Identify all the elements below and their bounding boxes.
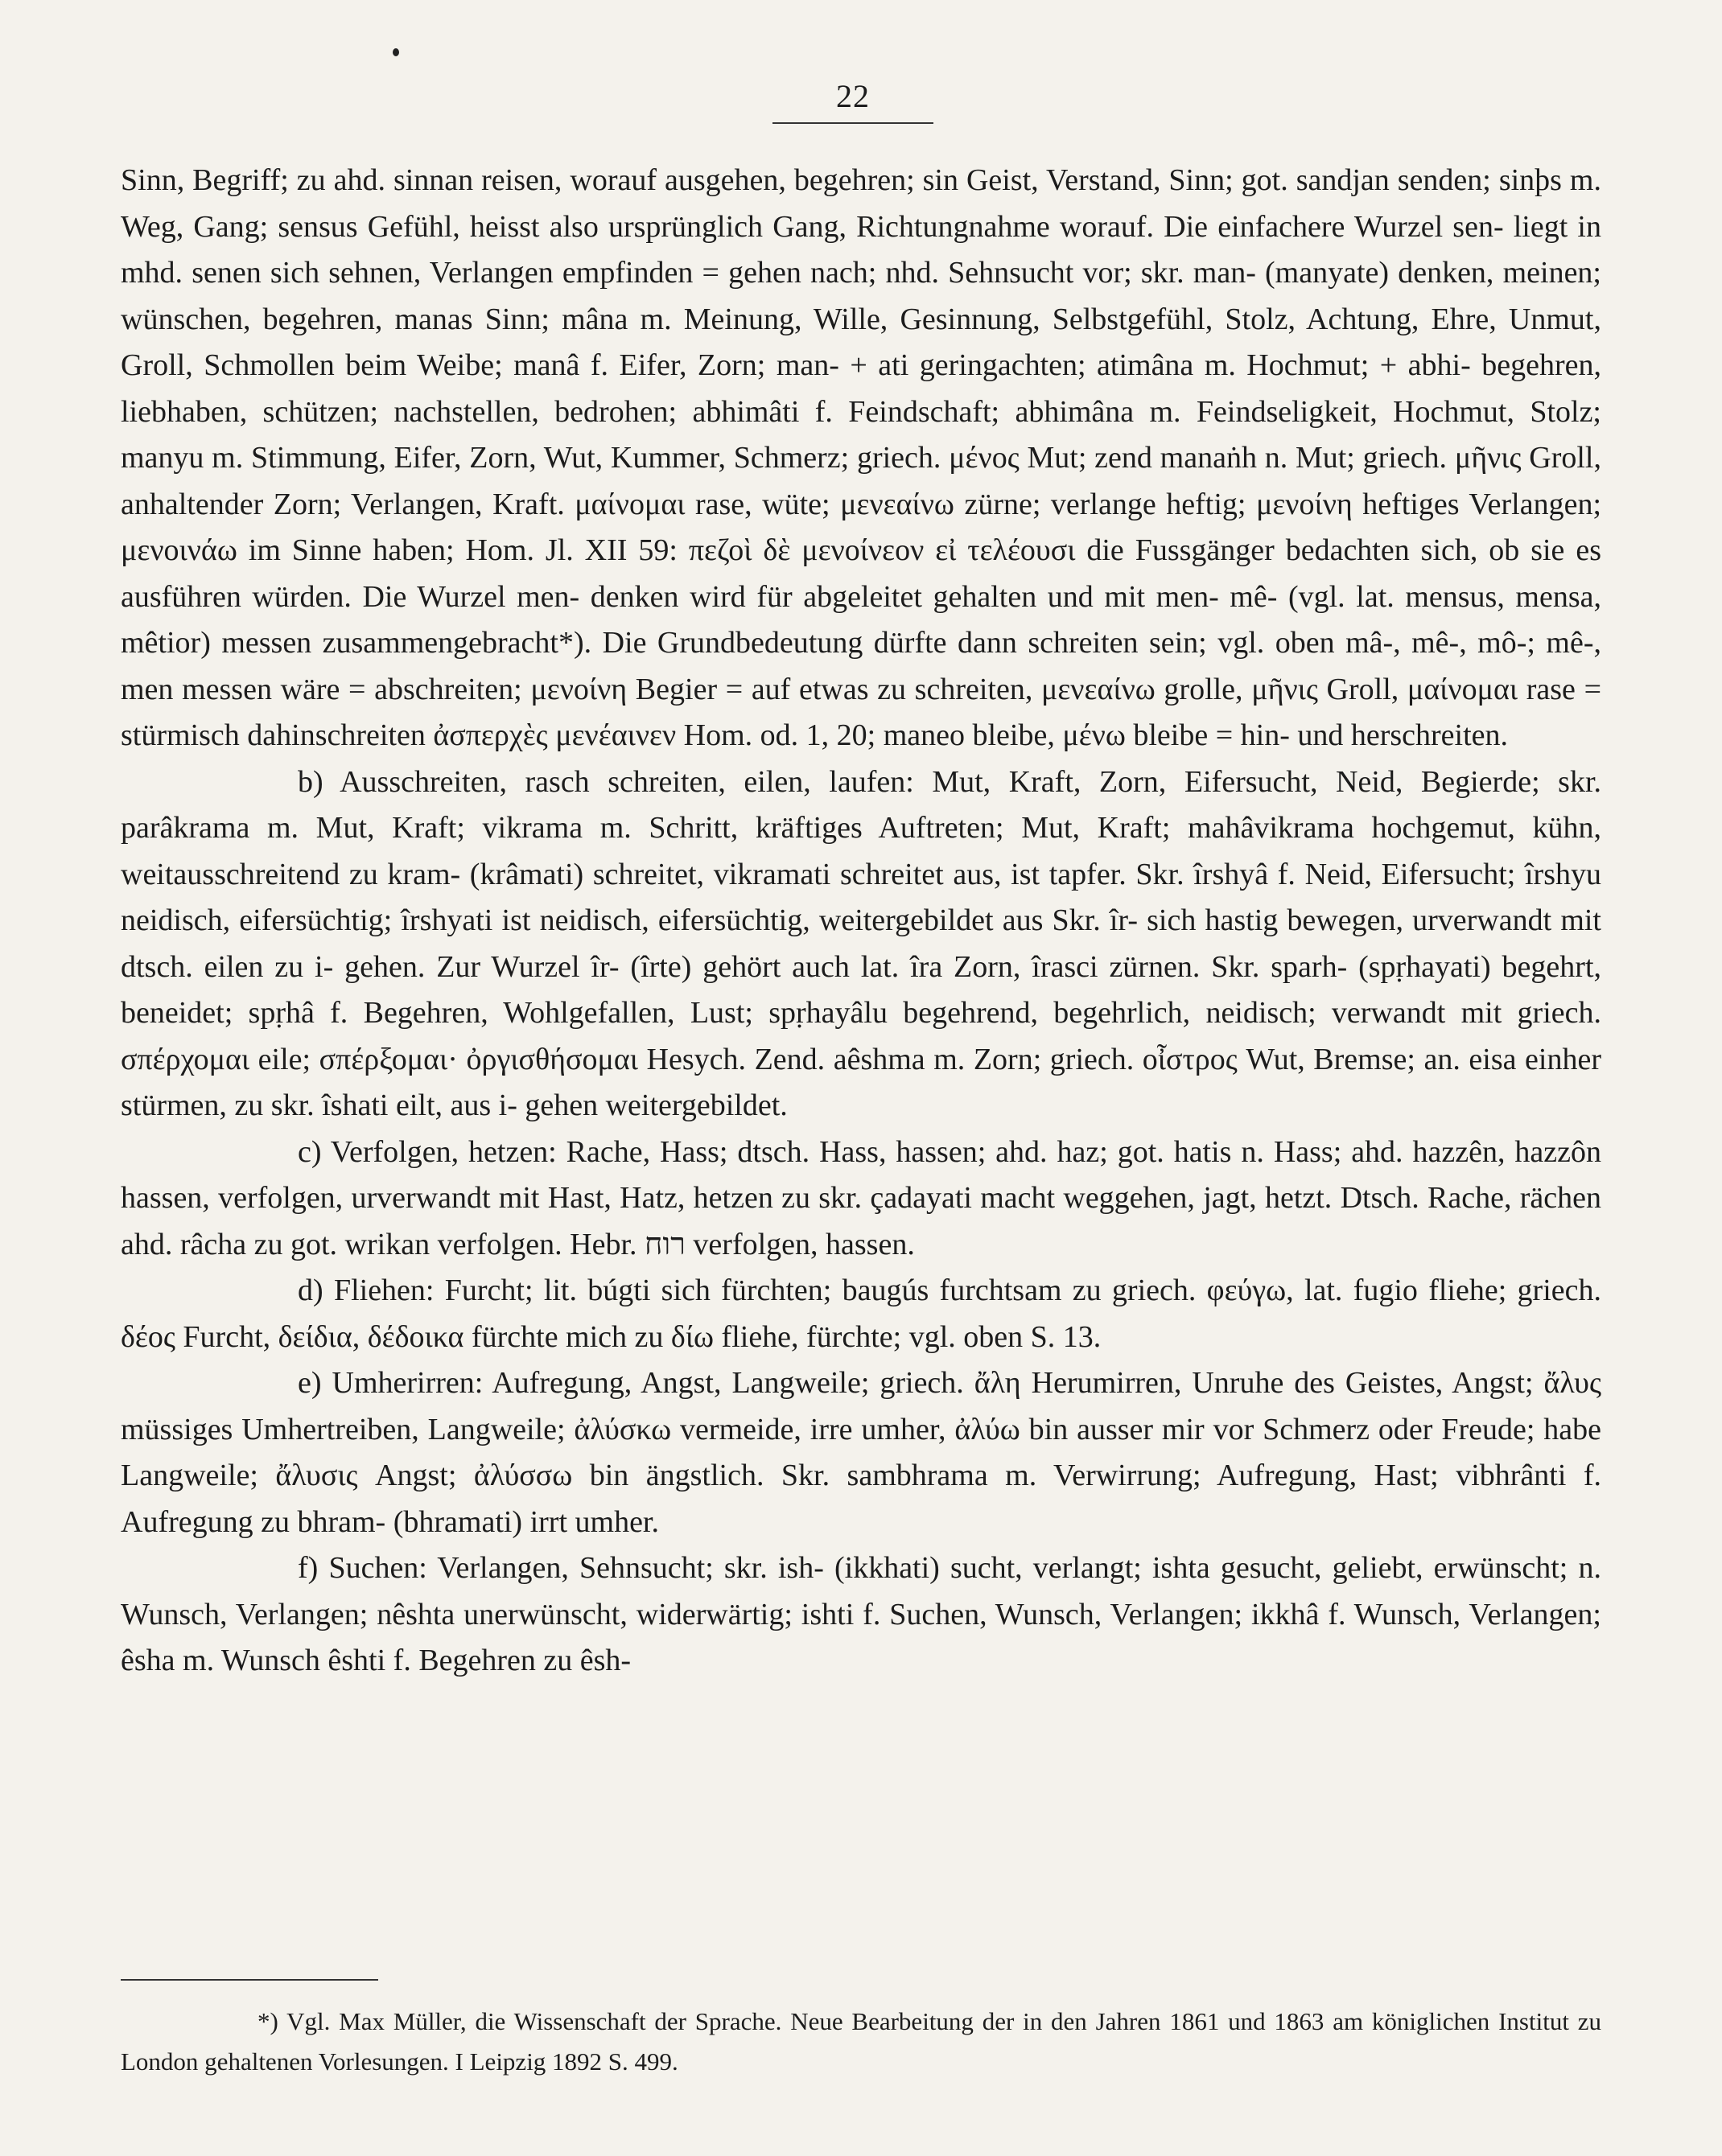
- paragraph-continuation: Sinn, Begriff; zu ahd. sinnan reisen, worauf ausgehen, begehren; sin Geist, Verstand, Sinn; got. sandjan senden; sinþs m. Weg, Gang; sensus Gefühl, heisst also ursprünglich Gang, Richtungnahme worauf. Die einfachere Wurzel sen- liegt in mhd. senen sich sehnen, Verlangen empfinden = gehen nach; nhd. Sehnsucht vor; skr. man- (manyate) denken, meinen; wünschen, begehren, manas Sinn; mâna m. Meinung, Wille, Gesinnung, Selbstgefühl, Stolz, Achtung, Ehre, Unmut, Groll, Schmollen beim Weibe; manâ f. Eifer, Zorn; man- + ati geringachten; atimâna m. Hochmut; + abhi- begehren, liebhaben, schützen; nachstellen, bedrohen; abhimâti f. Feindschaft; abhimâna m. Feindseligkeit, Hochmut, Stolz; manyu m. Stimmung, Eifer, Zorn, Wut, Kummer, Schmerz; griech. μένος Mut; zend manaṅh n. Mut; griech. μῆνις Groll, anhaltender Zorn; Verlangen, Kraft. μαίνομαι rase, wüte; μενεαίνω zürne; verlange heftig; μενοίνη heftiges Verlangen; μενοινάω im Sinne haben; Hom. Jl. XII 59: πεζοὶ δὲ μενοίνεον εἰ τελέουσι die Fussgänger bedachten sich, ob sie es ausführen würden. Die Wurzel men- denken wird für abgeleitet gehalten und mit men- mê- (vgl. lat. mensus, mensa, mêtior) messen zusammengebracht*). Die Grundbedeutung dürfte dann schreiten sein; vgl. oben mâ-, mê-, mô-; mê-, men messen wäre = abschreiten; μενοίνη Begier = auf etwas zu schreiten, μενεαίνω grolle, μῆνις Groll, μαίνομαι rase = stürmisch dahinschreiten ἀσπερχὲς μενέαινεν Hom. od. 1, 20; maneo bleibe, μένω bleibe = hin- und herschreiten.: [121, 163, 1601, 752]
- page-number-rule: [772, 122, 933, 124]
- footnote-rule: [121, 1979, 378, 1981]
- footnote: [121, 2002, 1601, 2082]
- ink-speck: [393, 48, 399, 56]
- main-text: [121, 158, 1601, 1685]
- paragraph-e: e) Umherirren: Aufregung, Angst, Langweile; griech. ἄλη Herumirren, Unruhe des Geistes, Angst; ἄλυς müssiges Umhertreiben, Langweile; ἀλύσκω vermeide, irre umher, ἀλύω bin ausser mir vor Schmerz oder Freude; habe Langweile; ἄλυσις Angst; ἀλύσσω bin ängstlich. Skr. sambhrama m. Verwirrung; Aufregung, Hast; vibhrânti f. Aufregung zu bhram- (bhramati) irrt umher.: [121, 1366, 1601, 1539]
- paragraph-b: b) Ausschreiten, rasch schreiten, eilen, laufen: Mut, Kraft, Zorn, Eifersucht, Neid, Begierde; skr. parâkrama m. Mut, Kraft; vikrama m. Schritt, kräftiges Auftreten; Mut, Kraft; mahâvikrama hochgemut, kühn, weitausschreitend zu kram- (krâmati) schreitet, vikramati schreitet aus, ist tapfer. Skr. îrshyâ f. Neid, Eifersucht; îrshyu neidisch, eifersüchtig; îrshyati ist neidisch, eifersüchtig, weitergebildet aus Skr. îr- sich hastig bewegen, urverwandt mit dtsch. eilen zu i- gehen. Zur Wurzel îr- (îrte) gehört auch lat. îra Zorn, îrasci zürnen. Skr. sparh- (spṛhayati) begehrt, beneidet; spṛhâ f. Begehren, Wohlgefallen, Lust; spṛhayâlu begehrend, begehrlich, neidisch; verwandt mit griech. σπέρχομαι eile; σπέρξομαι· ὀργισθήσομαι Hesych. Zend. aêshma m. Zorn; griech. οἶστρος Wut, Bremse; an. eisa einher stürmen, zu skr. îshati eilt, aus i- gehen weitergebildet.: [121, 764, 1601, 1122]
- footnote-text: *) Vgl. Max Müller, die Wissenschaft der Sprache. Neue Bearbeitung der in den Jahren 1861 und 1863 am königlichen Institut zu London gehaltenen Vorlesungen. I Leipzig 1892 S. 499.: [121, 2007, 1601, 2076]
- page-number: 22: [836, 78, 870, 114]
- paragraph-f: f) Suchen: Verlangen, Sehnsucht; skr. ish- (ikkhati) sucht, verlangt; ishta gesucht, geliebt, erwünscht; n. Wunsch, Verlangen; nêshta unerwünscht, widerwärtig; ishti f. Suchen, Wunsch, Verlangen; ikkhâ f. Wunsch, Verlangen; êsha m. Wunsch êshti f. Begehren zu êsh-: [121, 1551, 1601, 1677]
- paragraph-c: c) Verfolgen, hetzen: Rache, Hass; dtsch. Hass, hassen; ahd. haz; got. hatis n. Hass; ahd. hazzên, hazzôn hassen, verfolgen, urverwandt mit Hast, Hatz, hetzen zu skr. çadayati macht weggehen, jagt, hetzt. Dtsch. Rache, rächen ahd. râcha zu got. wrikan verfolgen. Hebr. רוח verfolgen, hassen.: [121, 1134, 1601, 1261]
- paragraph-d: d) Fliehen: Furcht; lit. búgti sich fürchten; baugús furchtsam zu griech. φεύγω, lat. fugio fliehe; griech. δέος Furcht, δείδια, δέδοικα fürchte mich zu δίω fliehe, fürchte; vgl. oben S. 13.: [121, 1273, 1601, 1354]
